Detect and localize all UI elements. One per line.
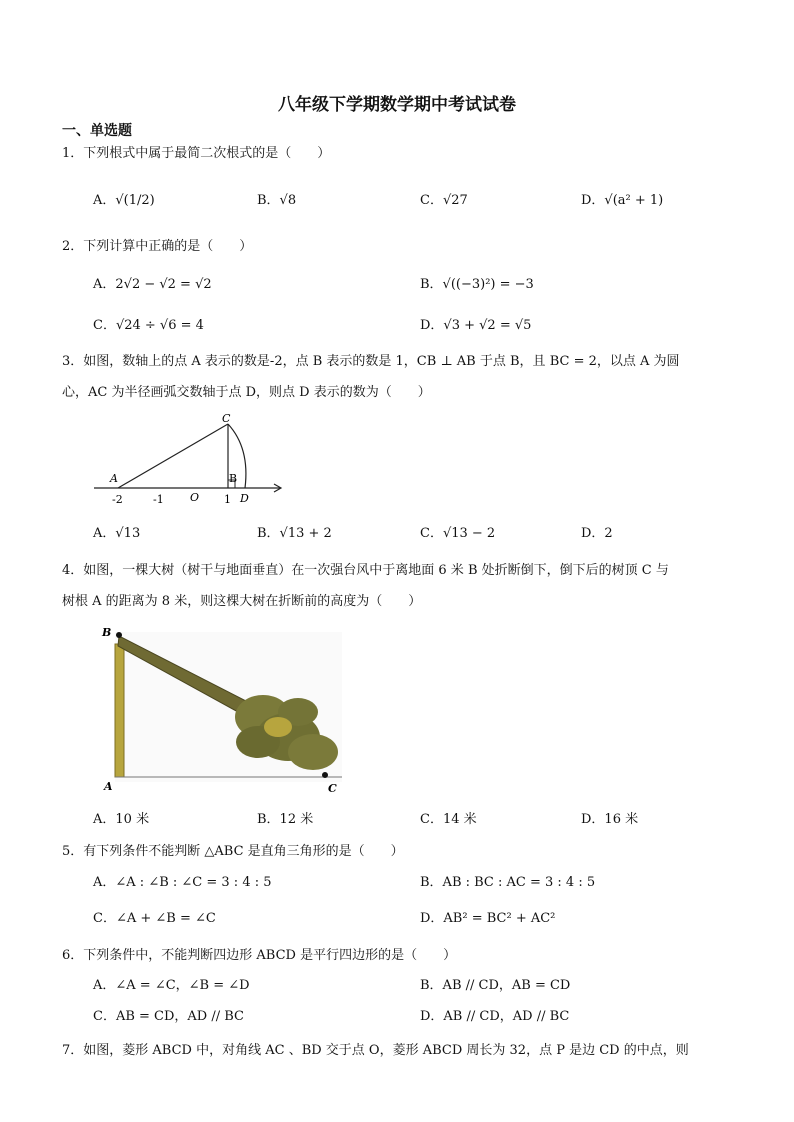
tick-label-1: 1 [224, 493, 231, 506]
tick-label-neg2: -2 [112, 493, 123, 506]
q2-option-d: D．√3 + √2 = √5 [420, 318, 532, 333]
q5-option-c: C．∠A + ∠B = ∠C [93, 911, 216, 926]
question-4-stem-line1: 4．如图，一棵大树（树干与地面垂直）在一次强台风中于离地面 6 米 B 处折断倒下，倒下后的树顶 C 与 [62, 563, 669, 578]
tree-trunk [115, 644, 124, 777]
segment-ac [118, 424, 228, 488]
label-a: A [104, 780, 113, 793]
q4-option-d: D．16 米 [581, 812, 639, 827]
label-c: C [328, 782, 337, 795]
broken-tree-figure [98, 622, 348, 797]
label-o: O [190, 491, 200, 504]
question-3-stem-line2: 心，AC 为半径画弧交数轴于点 D，则点 D 表示的数为（ ） [62, 385, 431, 400]
page-title: 八年级下学期数学期中考试试卷 [278, 95, 516, 115]
q2-option-a: A．2√2 − √2 = √2 [93, 277, 212, 292]
question-5-stem: 5．有下列条件不能判断 △ABC 是直角三角形的是（ ） [62, 844, 404, 859]
tick-label-neg1: -1 [153, 493, 164, 506]
q1-option-c: C．√27 [420, 193, 468, 208]
q4-option-b: B．12 米 [257, 812, 314, 827]
question-3-stem-line1: 3．如图，数轴上的点 A 表示的数是-2，点 B 表示的数是 1，CB ⊥ AB 于点 B，且 BC = 2，以点 A 为圆 [62, 354, 680, 369]
q2-option-c: C．√24 ÷ √6 = 4 [93, 318, 204, 333]
q4-option-a: A．10 米 [93, 812, 150, 827]
label-c: C [222, 412, 231, 425]
question-6-stem: 6．下列条件中，不能判断四边形 ABCD 是平行四边形的是（ ） [62, 948, 457, 963]
question-2-stem: 2．下列计算中正确的是（ ） [62, 239, 253, 254]
q3-option-a: A．√13 [93, 526, 141, 541]
label-b: B [102, 626, 112, 639]
point-b [116, 632, 122, 638]
label-a: A [110, 472, 118, 485]
label-d: D [240, 492, 249, 505]
question-4-stem-line2: 树根 A 的距离为 8 米，则这棵大树在折断前的高度为（ ） [62, 594, 422, 609]
q1-option-d: D．√(a² + 1) [581, 193, 664, 208]
q5-option-b: B．AB : BC : AC = 3 : 4 : 5 [420, 875, 596, 890]
q5-option-d: D．AB² = BC² + AC² [420, 911, 556, 926]
q1-option-a: A．√(1/2) [93, 193, 155, 208]
question-7-stem: 7．如图，菱形 ABCD 中，对角线 AC 、BD 交于点 O，菱形 ABCD 周长为 32，点 P 是边 CD 的中点，则 [62, 1043, 689, 1058]
q6-option-d: D．AB // CD，AD // BC [420, 1009, 570, 1024]
point-c [322, 772, 328, 778]
q3-option-c: C．√13 − 2 [420, 526, 496, 541]
q5-option-a: A．∠A : ∠B : ∠C = 3 : 4 : 5 [93, 875, 272, 890]
q3-option-b: B．√13 + 2 [257, 526, 332, 541]
label-b: B [229, 472, 238, 485]
q6-option-a: A．∠A = ∠C，∠B = ∠D [93, 978, 250, 993]
q1-option-b: B．√8 [257, 193, 297, 208]
q6-option-c: C．AB = CD，AD // BC [93, 1009, 244, 1024]
section-heading: 一、单选题 [62, 123, 132, 139]
number-line-figure [90, 410, 290, 510]
question-1-stem: 1．下列根式中属于最简二次根式的是（ ） [62, 146, 331, 161]
q2-option-b: B．√((−3)²) = −3 [420, 277, 534, 292]
q4-option-c: C．14 米 [420, 812, 477, 827]
q6-option-b: B．AB // CD，AB = CD [420, 978, 571, 993]
q3-option-d: D．2 [581, 526, 613, 541]
